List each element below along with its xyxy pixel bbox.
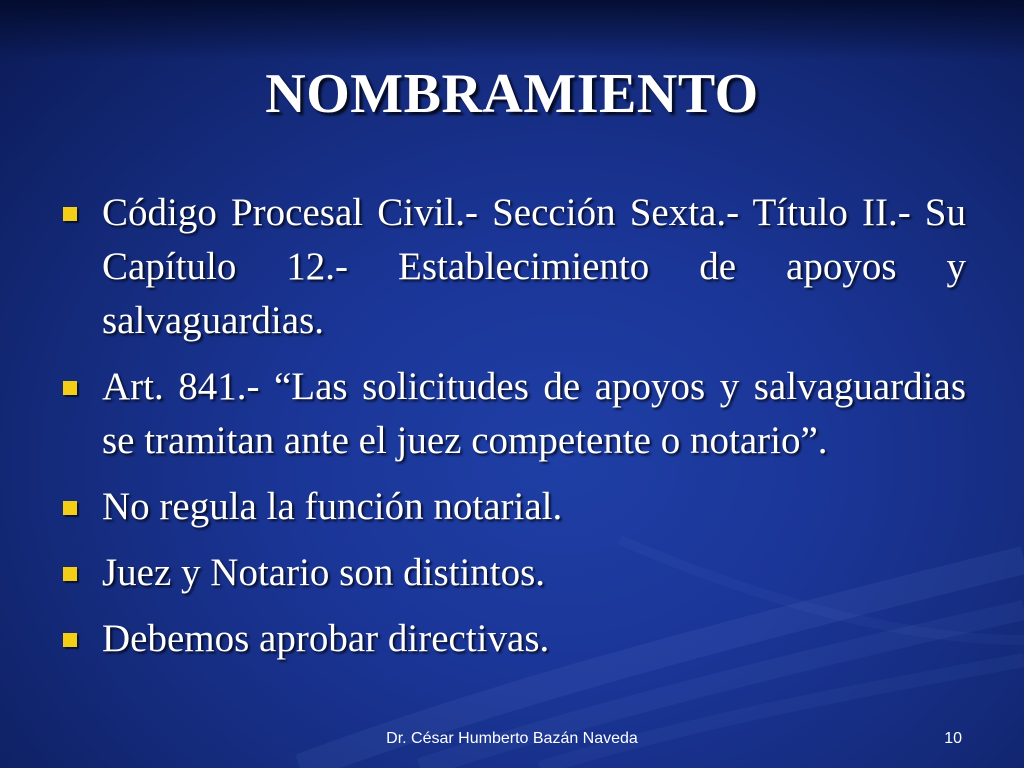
slide-title: NOMBRAMIENTO: [265, 63, 759, 125]
page-number: 10: [944, 730, 962, 747]
bullet-text: Código Procesal Civil.- Sección Sexta.- Título II.- Su Capítulo 12.- Establecimiento de apoyos y salvaguardias.: [102, 191, 966, 342]
bullet-item: [60, 612, 966, 666]
bullet-item: [60, 360, 966, 468]
bullet-text: No regula la función notarial.: [102, 485, 563, 528]
square-bullet-icon: [63, 633, 77, 647]
square-bullet-icon: [63, 381, 77, 395]
bullet-text: Art. 841.- “Las solicitudes de apoyos y salvaguardias se tramitan ante el juez competente o notario”.: [102, 365, 966, 462]
bullet-item: [60, 186, 966, 348]
bullet-item: [60, 480, 966, 534]
footer-author: Dr. César Humberto Bazán Naveda: [386, 730, 638, 747]
bullet-text: Debemos aprobar directivas.: [102, 617, 550, 660]
bullet-item: [60, 546, 966, 600]
square-bullet-icon: [63, 567, 77, 581]
square-bullet-icon: [63, 207, 77, 221]
bullet-list: [60, 186, 966, 666]
square-bullet-icon: [63, 501, 77, 515]
bullet-text: Juez y Notario son distintos.: [102, 551, 546, 594]
